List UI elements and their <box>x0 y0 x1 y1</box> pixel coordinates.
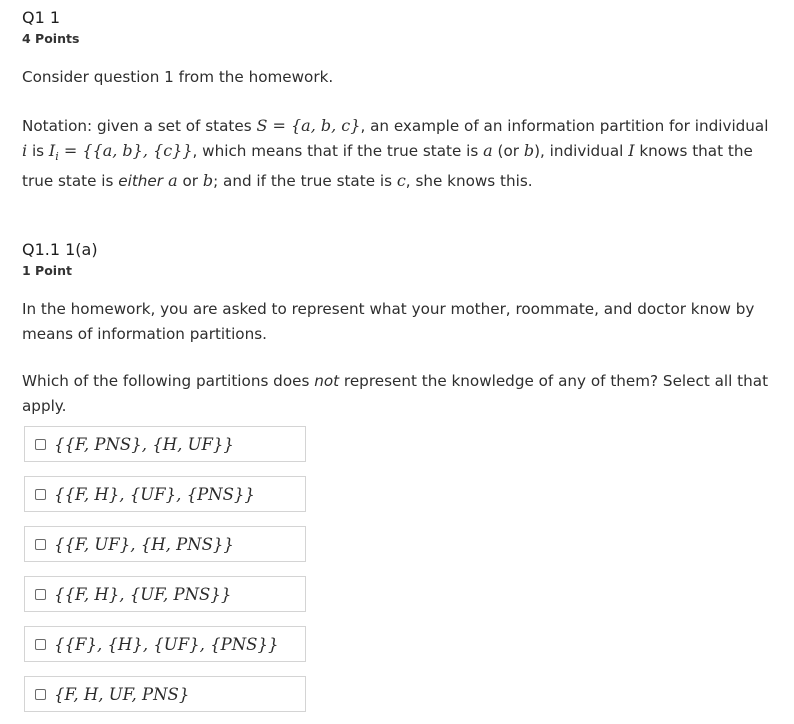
checkbox[interactable] <box>35 539 46 550</box>
math-individual: i <box>22 140 28 160</box>
option-label: {{F, H}, {UF}, {PNS}} <box>54 484 255 504</box>
ask-text: represent the knowledge of any of them? Select all that apply. <box>22 372 769 415</box>
notation-text: (or <box>492 141 524 160</box>
math-state-c: c <box>396 171 406 191</box>
math-state-a: a <box>163 171 178 191</box>
option-checkbox-5[interactable] <box>24 626 306 662</box>
option-label: {{F}, {H}, {UF}, {PNS}} <box>54 634 279 654</box>
notation-text: , which means that if the true state is <box>192 141 484 160</box>
question-title: Q1 1 <box>22 8 61 27</box>
subquestion-title: Q1.1 1(a) <box>22 240 98 259</box>
math-state-b: b <box>523 140 535 160</box>
checkbox[interactable] <box>35 689 46 700</box>
checkbox[interactable] <box>35 639 46 650</box>
ask-text: Which of the following partitions does <box>22 372 315 390</box>
math-partition-symbol: I <box>48 140 56 160</box>
question-points: 4 Points <box>22 31 80 46</box>
notation-text: or <box>177 172 203 191</box>
checkbox[interactable] <box>35 589 46 600</box>
option-label: {{F, UF}, {H, PNS}} <box>54 534 234 554</box>
option-checkbox-2[interactable] <box>24 476 306 512</box>
math-partition-example: = {{a, b}, {c}} <box>58 140 193 160</box>
option-label: {{F, H}, {UF, PNS}} <box>54 584 232 604</box>
subquestion-points: 1 Point <box>22 263 72 278</box>
ask-emphasis: not <box>314 372 340 390</box>
math-state-a: a <box>483 140 493 160</box>
math-state-set: S = {a, b, c} <box>256 116 361 135</box>
notation-text: Notation: given a set of states <box>22 117 257 135</box>
math-individual-I: I <box>628 140 635 160</box>
option-checkbox-4[interactable] <box>24 576 306 612</box>
option-label: {{F, PNS}, {H, UF}} <box>54 434 234 454</box>
math-state-b: b <box>202 171 214 191</box>
subquestion-ask <box>22 369 770 418</box>
notation-paragraph <box>22 114 770 194</box>
notation-text: ; and if the true state is <box>213 172 397 191</box>
option-checkbox-6[interactable] <box>24 676 306 712</box>
math-subscript: i <box>55 149 59 163</box>
notation-text: , an example of an information partition for individual <box>360 117 769 135</box>
subquestion-prompt: In the homework, you are asked to represent what your mother, roommate, and doctor know by means of information partitions. <box>22 300 755 343</box>
checkbox[interactable] <box>35 489 46 500</box>
notation-text: ), individual <box>534 141 629 160</box>
checkbox[interactable] <box>35 439 46 450</box>
notation-text: , she knows this. <box>405 172 533 191</box>
option-checkbox-3[interactable] <box>24 526 306 562</box>
notation-text: is <box>27 141 49 160</box>
notation-emphasis: either <box>118 172 163 191</box>
option-checkbox-1[interactable] <box>24 426 306 462</box>
question-intro: Consider question 1 from the homework. <box>22 68 334 86</box>
notation-text: knows that the true state is <box>22 141 753 191</box>
option-label: {F, H, UF, PNS} <box>54 684 190 704</box>
